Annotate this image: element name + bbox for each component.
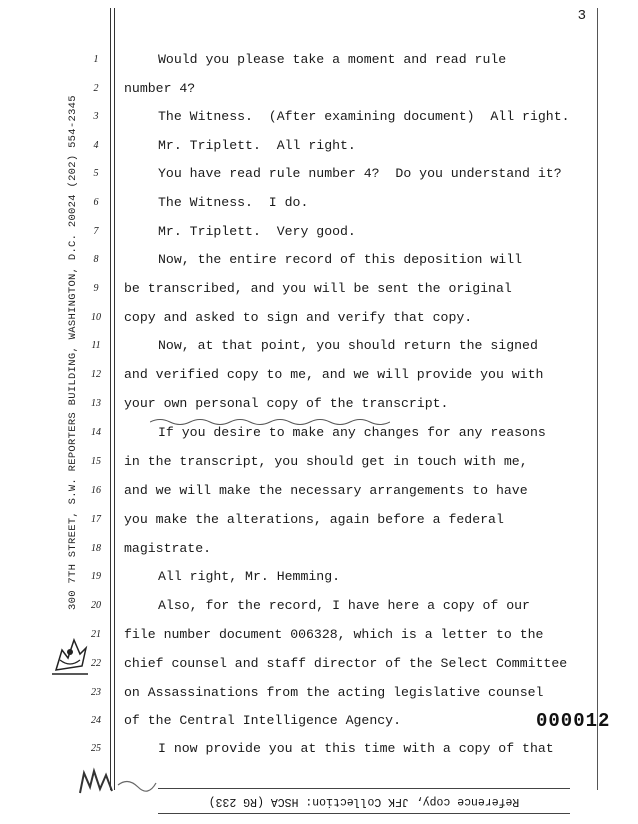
line-text: number 4? — [124, 81, 196, 96]
transcript-line — [0, 363, 638, 391]
transcript-line — [0, 48, 638, 76]
line-text: Would you please take a moment and read rule — [158, 52, 507, 67]
line-number: 18 — [91, 543, 101, 554]
line-text: You have read rule number 4? Do you understand it? — [158, 166, 562, 181]
transcript-line — [0, 220, 638, 248]
line-text: The Witness. (After examining document) All right. — [158, 109, 570, 124]
transcript-line — [0, 277, 638, 305]
transcript-line — [0, 248, 638, 276]
line-number: 11 — [91, 340, 101, 351]
reporter-logo-icon — [48, 630, 92, 680]
transcript-line — [0, 737, 638, 765]
line-number: 5 — [93, 168, 99, 179]
transcript-line — [0, 623, 638, 651]
line-text: chief counsel and staff director of the Select Committee — [124, 656, 568, 671]
line-text: Also, for the record, I have here a copy of our — [158, 598, 530, 613]
line-number: 16 — [91, 485, 101, 496]
line-number: 1 — [93, 54, 99, 65]
line-number: 3 — [93, 111, 99, 122]
transcript-line — [0, 508, 638, 536]
line-text: Mr. Triplett. All right. — [158, 138, 356, 153]
reference-copy-footer: Reference copy, JFK Collection: HSCA (RG 233) — [158, 788, 570, 814]
transcript-line — [0, 652, 638, 680]
transcript-line — [0, 334, 638, 362]
transcript-line — [0, 565, 638, 593]
line-text: magistrate. — [124, 541, 212, 556]
line-text: and we will make the necessary arrangements to have — [124, 483, 528, 498]
line-number: 24 — [91, 715, 101, 726]
line-number: 6 — [93, 197, 99, 208]
line-number: 25 — [91, 743, 101, 754]
line-number: 9 — [93, 283, 99, 294]
line-number: 8 — [93, 254, 99, 265]
line-number: 10 — [91, 312, 101, 323]
line-number: 2 — [93, 83, 99, 94]
line-text: your own personal copy of the transcript. — [124, 396, 449, 411]
line-text: be transcribed, and you will be sent the original — [124, 281, 512, 296]
line-text: All right, Mr. Hemming. — [158, 569, 341, 584]
line-number: 20 — [91, 600, 101, 611]
transcript-line — [0, 162, 638, 190]
line-text: I now provide you at this time with a copy of that — [158, 741, 554, 756]
line-number: 13 — [91, 398, 101, 409]
line-number: 4 — [93, 140, 99, 151]
line-text: Now, the entire record of this deposition will — [158, 252, 523, 267]
transcript-line — [0, 450, 638, 478]
line-text: and verified copy to me, and we will provide you with — [124, 367, 544, 382]
line-number: 23 — [91, 687, 101, 698]
transcript-line — [0, 191, 638, 219]
scan-smudge-icon — [78, 765, 158, 795]
line-text: you make the alterations, again before a federal — [124, 512, 504, 527]
line-number: 21 — [91, 629, 101, 640]
line-text: file number document 006328, which is a letter to the — [124, 627, 544, 642]
line-number: 7 — [93, 226, 99, 237]
line-number: 19 — [91, 571, 101, 582]
transcript-line — [0, 306, 638, 334]
transcript-line — [0, 77, 638, 105]
line-text: copy and asked to sign and verify that copy. — [124, 310, 473, 325]
line-number: 17 — [91, 514, 101, 525]
transcript-line — [0, 594, 638, 622]
line-text: of the Central Intelligence Agency. — [124, 713, 401, 728]
line-text: The Witness. I do. — [158, 195, 309, 210]
document-stamp-number: 000012 — [536, 710, 611, 732]
transcript-line — [0, 134, 638, 162]
line-text: in the transcript, you should get in touch with me, — [124, 454, 528, 469]
reporter-address-sidebar: 300 7TH STREET, S.W. REPORTERS BUILDING, WASHINGTON, D.C. 20024 (202) 554-2345 — [67, 95, 79, 610]
transcript-line — [0, 105, 638, 133]
line-number: 12 — [91, 369, 101, 380]
handwritten-squiggle-icon — [150, 416, 390, 426]
page-number: 3 — [577, 8, 586, 24]
line-number: 22 — [91, 658, 101, 669]
line-text: Now, at that point, you should return the signed — [158, 338, 538, 353]
line-number: 14 — [91, 427, 101, 438]
transcript-line — [0, 537, 638, 565]
line-number: 15 — [91, 456, 101, 467]
line-text: Mr. Triplett. Very good. — [158, 224, 356, 239]
line-text: If you desire to make any changes for any reasons — [158, 425, 546, 440]
transcript-line — [0, 479, 638, 507]
line-text: on Assassinations from the acting legislative counsel — [124, 685, 544, 700]
transcript-line — [0, 681, 638, 709]
